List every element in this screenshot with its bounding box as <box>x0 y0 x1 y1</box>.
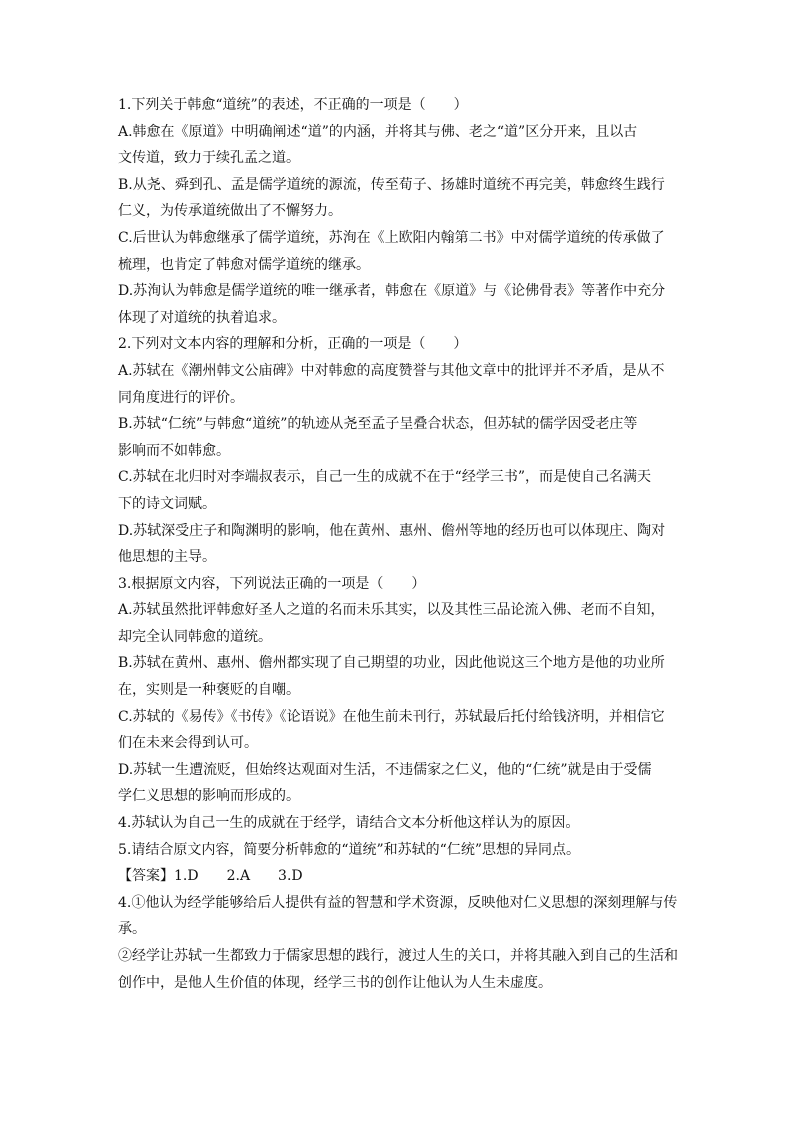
text-line: A.韩愈在《原道》中明确阐述“道”的内涵，并将其与佛、老之“道”区分开来，且以古 <box>118 123 638 140</box>
text-line: D.苏洵认为韩愈是儒学道统的唯一继承者，韩愈在《原道》与《论佛骨表》等著作中充分 <box>118 283 666 300</box>
text-line: D.苏轼一生遭流贬，但始终达观面对生活，不违儒家之仁义，他的“仁统”就是由于受儒 <box>118 761 652 778</box>
text-line: 3.根据原文内容，下列说法正确的一项是（ ） <box>118 575 426 592</box>
text-line: B.苏轼在黄州、惠州、儋州都实现了自己期望的功业，因此他说这三个地方是他的功业所 <box>118 655 665 672</box>
text-line: 2.下列对文本内容的理解和分析，正确的一项是（ ） <box>118 336 468 353</box>
text-line: 同角度进行的评价。 <box>118 389 244 406</box>
text-line: 在，实则是一种褒贬的自嘲。 <box>118 682 300 699</box>
text-line: B.从尧、舜到孔、孟是儒学道统的源流，传至荀子、扬雄时道统不再完美，韩愈终生践行 <box>118 176 665 193</box>
text-line: 却完全认同韩愈的道统。 <box>118 628 272 645</box>
document-page <box>118 92 678 996</box>
text-line: 梳理，也肯定了韩愈对儒学道统的继承。 <box>118 256 370 273</box>
text-line: 1.下列关于韩愈“道统”的表述，不正确的一项是（ ） <box>118 97 468 113</box>
text-line: 他思想的主导。 <box>118 549 216 566</box>
text-line: 学仁义思想的影响而形成的。 <box>118 788 300 805</box>
text-line: C.苏轼在北归时对李端叔表示，自己一生的成就不在于“经学三书”，而是使自己名满天 <box>118 469 651 486</box>
text-line: C.后世认为韩愈继承了儒学道统，苏洵在《上欧阳内翰第二书》中对儒学道统的传承做了 <box>118 229 665 246</box>
text-line: B.苏轼“仁统”与韩愈“道统”的轨迹从尧至孟子呈叠合状态，但苏轼的儒学因受老庄等 <box>118 416 638 433</box>
text-line: A.苏轼虽然批评韩愈好圣人之道的名而未乐其实，以及其性三品论流入佛、老而不自知， <box>118 602 665 619</box>
text-line: 【答案】1.D 2.A 3.D <box>118 868 303 885</box>
text-line: 承。 <box>118 921 146 938</box>
text-line: ②经学让苏轼一生都致力于儒家思想的践行，渡过人生的关口，并将其融入到自己的生活和 <box>118 948 678 964</box>
text-line: C.苏轼的《易传》《书传》《论语说》在他生前未刊行，苏轼最后托付给钱济明，并相信它 <box>118 708 665 725</box>
text-line: 5.请结合原文内容，简要分析韩愈的“道统”和苏轼的“仁统”思想的异同点。 <box>118 841 580 858</box>
text-line: 体现了对道统的执着追求。 <box>118 309 286 326</box>
text-line: 创作中，是他人生价值的体现，经学三书的创作让他认为人生未虚度。 <box>118 974 552 991</box>
text-line: 文传道，致力于续孔孟之道。 <box>118 150 300 167</box>
text-line: 仁义，为传承道统做出了不懈努力。 <box>118 203 342 220</box>
text-line: 4.苏轼认为自己一生的成就在于经学，请结合文本分析他这样认为的原因。 <box>118 815 580 832</box>
text-line: 4.①他认为经学能够给后人提供有益的智慧和学术资源，反映他对仁义思想的深刻理解与传 <box>118 894 678 911</box>
text-line: 影响而不如韩愈。 <box>118 442 230 459</box>
text-line: 们在未来会得到认可。 <box>118 735 258 752</box>
text-line: A.苏轼在《潮州韩文公庙碑》中对韩愈的高度赞誉与其他文章中的批评并不矛盾，是从不 <box>118 362 665 379</box>
text-line: D.苏轼深受庄子和陶渊明的影响，他在黄州、惠州、儋州等地的经历也可以体现庄、陶对 <box>118 522 666 539</box>
text-line: 下的诗文词赋。 <box>118 495 216 512</box>
